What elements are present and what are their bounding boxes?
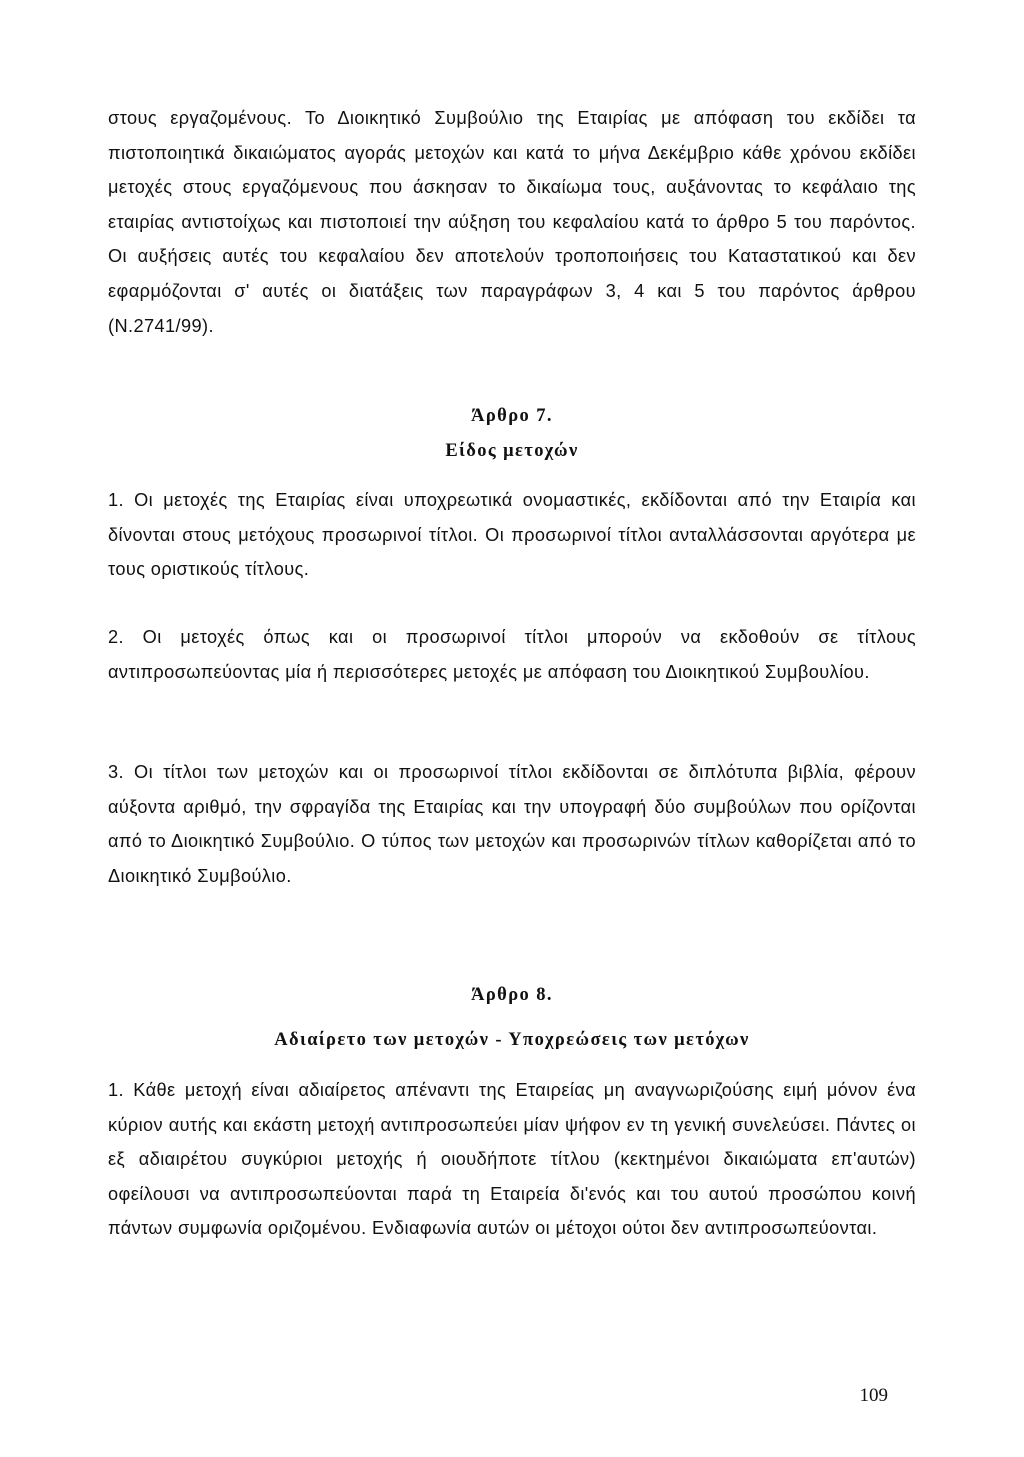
- article-7-title: Είδος μετοχών: [445, 441, 579, 461]
- article-8-title: Αδιαίρετο των μετοχών - Υποχρεώσεις των μετόχων: [274, 1030, 750, 1050]
- article-7-paragraph-3: 3. Οι τίτλοι των μετοχών και οι προσωρινοί τίτλοι εκδίδονται σε διπλότυπα βιβλία, φέρουν αύξοντα αριθμό, την σφραγίδα της Εταιρίας και την υπογραφή δύο συμβούλων που ορίζονται από το Διοικητικό Συμβούλιο. Ο τύπος των μετοχών και προσωρινών τίτλων καθορίζεται από το Διοικητικό Συμβούλιο.: [108, 762, 916, 886]
- article-7-paragraph-2: 2. Οι μετοχές όπως και οι προσωρινοί τίτλοι μπορούν να εκδοθούν σε τίτλους αντιπροσωπεύοντας μία ή περισσότερες μετοχές με απόφαση του Διοικητικού Συμβουλίου.: [108, 627, 916, 682]
- article-8-number: Άρθρο 8.: [471, 985, 553, 1005]
- article-7-number: Άρθρο 7.: [471, 406, 553, 426]
- page-number: 109: [859, 1385, 888, 1406]
- intro-paragraph: στους εργαζομένους. Το Διοικητικό Συμβούλιο της Εταιρίας με απόφαση του εκδίδει τα πιστοποιητικά δικαιώματος αγοράς μετοχών και κατά το μήνα Δεκέμβριο κάθε χρόνου εκδίδει μετοχές στους εργαζόμενους που άσκησαν το δικαίωμα τους, αυξάνοντας το κεφάλαιο της εταιρίας αντιστοίχως και πιστοποιεί την αύξηση του κεφαλαίου κατά το άρθρο 5 του παρόντος. Οι αυξήσεις αυτές του κεφαλαίου δεν αποτελούν τροποποιήσεις του Καταστατικού και δεν εφαρμόζονται σ' αυτές οι διατάξεις των παραγράφων 3, 4 και 5 του παρόντος άρθρου (Ν.2741/99).: [108, 108, 916, 336]
- article-7-paragraph-1: 1. Οι μετοχές της Εταιρίας είναι υποχρεωτικά ονομαστικές, εκδίδονται από την Εταιρία και δίνονται στους μετόχους προσωρινοί τίτλοι. Οι προσωρινοί τίτλοι ανταλλάσσονται αργότερα με τους οριστικούς τίτλους.: [108, 490, 916, 580]
- article-8-paragraph-1: 1. Κάθε μετοχή είναι αδιαίρετος απέναντι της Εταιρείας μη αναγνωριζούσης ειμή μόνον ένα κύριον αυτής και εκάστη μετοχή αντιπροσωπεύει μίαν ψήφον εν τη γενική συνελεύσει. Πάντες οι εξ αδιαιρέτου συγκύριοι μετοχής ή οιουδήποτε τίτλου (κεκτημένοι δικαιώματα επ'αυτών) οφείλουσι να αντιπροσωπεύονται παρά τη Εταιρεία δι'ενός και του αυτού προσώπου κοινή πάντων συμφωνία οριζομένου. Ενδιαφωνία αυτών οι μέτοχοι ούτοι δεν αντιπροσωπεύονται.: [108, 1080, 916, 1239]
